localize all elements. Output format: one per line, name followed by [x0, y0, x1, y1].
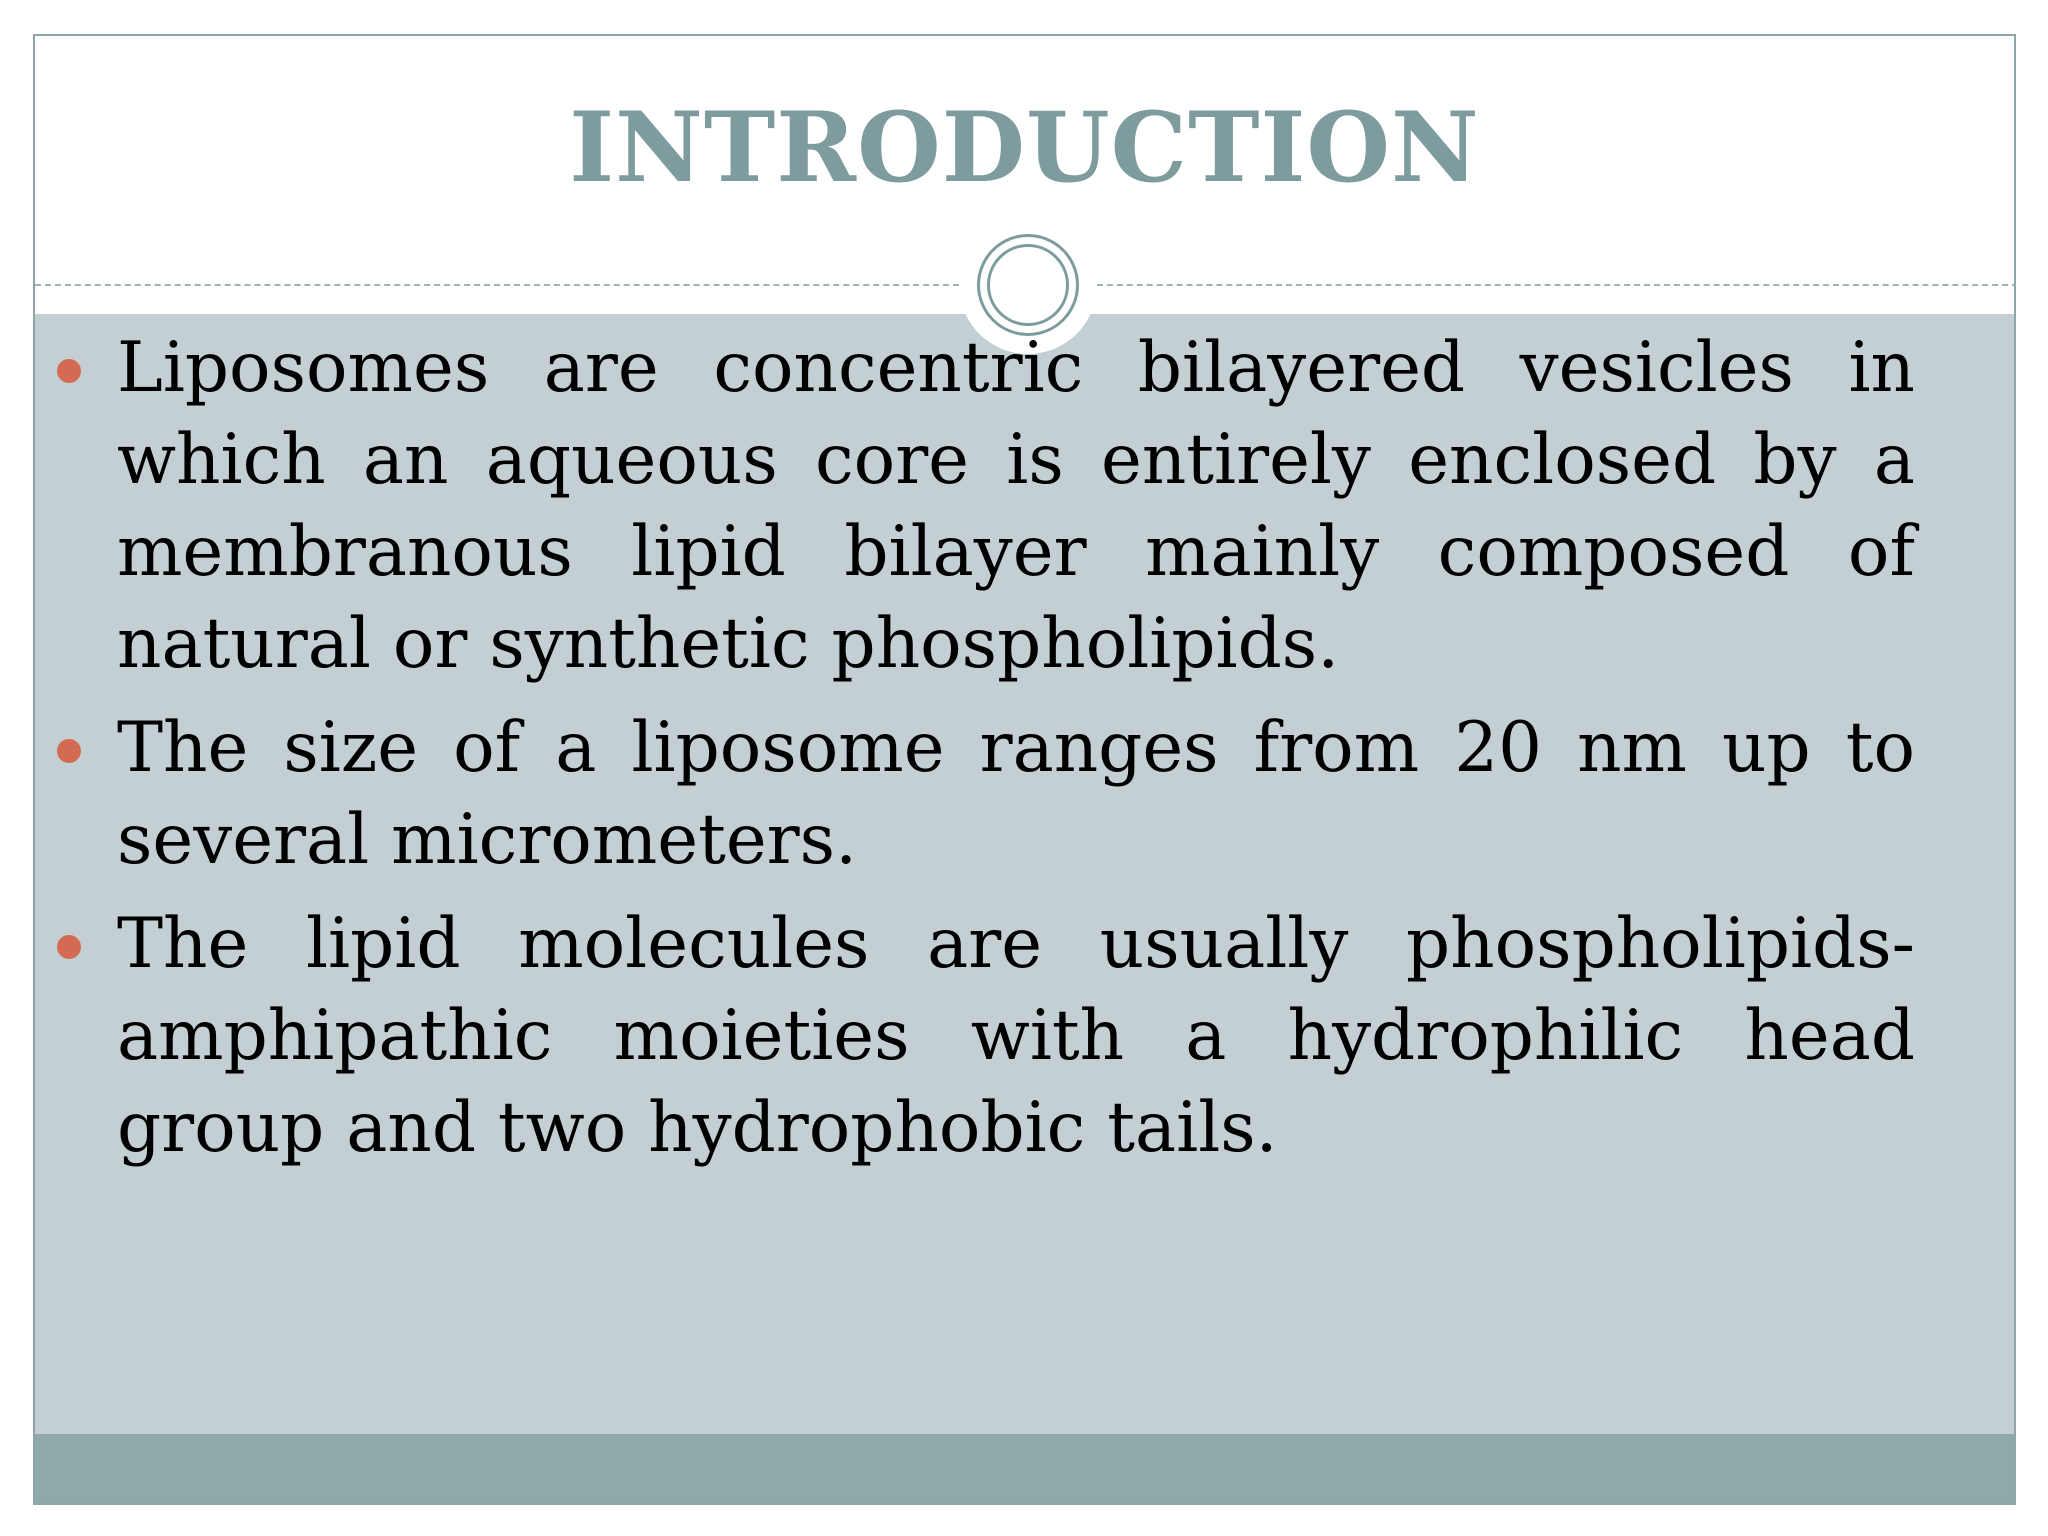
- ornament-ring-inner: [987, 244, 1069, 326]
- title-divider-left: [35, 284, 959, 286]
- bullet-text: The lipid molecules are usually phospholipids- amphipathic moieties with a hydrophilic head group and two hydrophobic tails.: [117, 904, 1915, 1168]
- bullet-list: [117, 322, 1915, 1186]
- bullet-dot-icon: [57, 739, 81, 763]
- bullet-item: [117, 702, 1915, 886]
- slide-title: INTRODUCTION: [569, 91, 1480, 204]
- bullet-text: Liposomes are concentric bilayered vesicles in which an aqueous core is entirely enclosed by a membranous lipid bilayer mainly composed of natural or synthetic phospholipids.: [117, 328, 1915, 684]
- bullet-item: [117, 898, 1915, 1174]
- bullet-dot-icon: [57, 359, 81, 383]
- bullet-dot-icon: [57, 935, 81, 959]
- bullet-text: The size of a liposome ranges from 20 nm up to several micrometers.: [117, 708, 1915, 880]
- bullet-item: [117, 322, 1915, 690]
- footer-band: [35, 1434, 2014, 1505]
- title-divider-right: [1097, 284, 2016, 286]
